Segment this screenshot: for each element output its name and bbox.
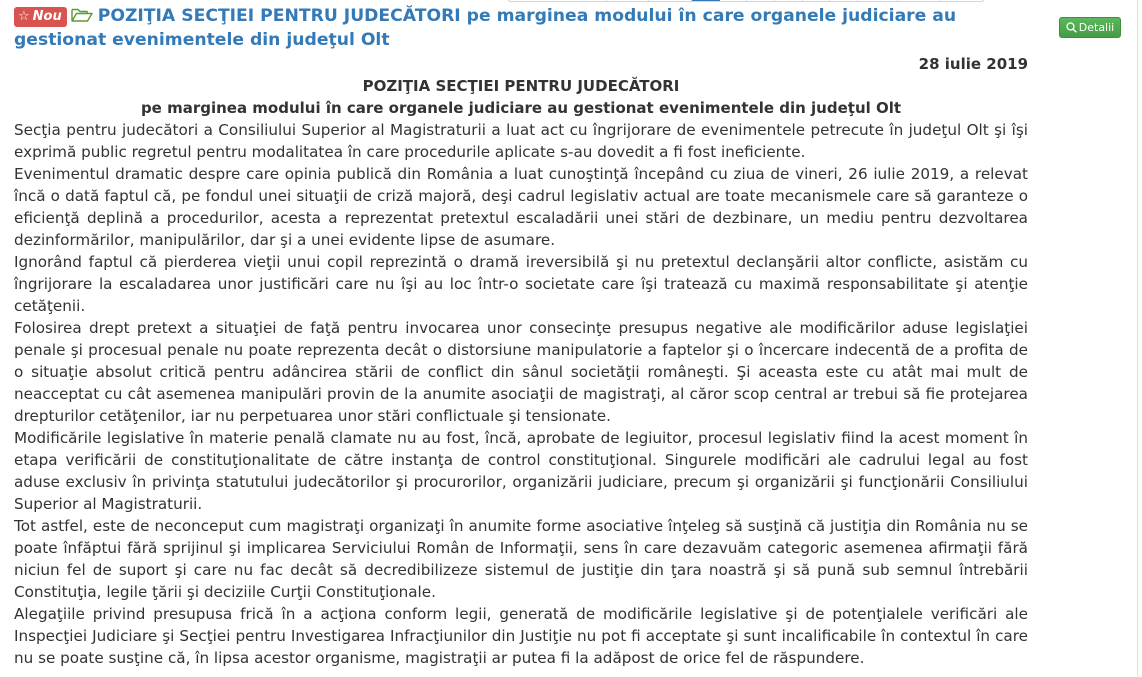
details-button-label: Detalii	[1078, 21, 1115, 34]
page-link[interactable]	[607, 0, 650, 1]
paragraph: Ignorând faptul că pierderea vieţii unui copil reprezintă o dramă ireversibilă şi nu pretextul declanşării altor conflicte, asistăm cu îngrijorare la escaladarea unor justificări care nu îşi au loc într-o societate care îşi tratează cu maximă responsabilitate şi atenţie cetăţenii.	[14, 253, 1028, 315]
page-link[interactable]	[508, 0, 607, 1]
paragraph: Tot astfel, este de neconceput cum magistraţi organizaţi în anumite forme asociative înţeleg să susţină că justiţia din România nu se poate înfăptui fără sprijinul şi implicarea Serviciului Român de Informaţii, sens în care dezavuăm categoric asemenea afirmaţii fără niciun fel de suport şi care nu fac decât să decredibilizeze sistemul de justiţie din ţara noastră şi să pună sub semnul întrebării Constituţia, legile ţării şi deciziile Curţii Constituţionale.	[14, 517, 1028, 601]
new-badge-label: Nou	[32, 9, 62, 24]
paragraph: Secţia pentru judecători a Consiliului Superior al Magistraturii a luat act cu îngrijorare de evenimentele petrecute în judeţul Olt şi îşi exprimă public regretul pentru modalitatea în care procedurile aplicate s-au dovedit a fi fost ineficiente.	[14, 121, 1028, 161]
page-link[interactable]	[649, 0, 692, 1]
search-icon	[1066, 20, 1077, 39]
paragraph: Modificările legislative în materie penală clamate nu au fost, încă, aprobate de legiuitor, procesul legislativ fiind la acest moment în etapa verificării de constituţionalitate de către instanţa de control constituţional. Singurele modificări ale cadrului legal au fost aduse exclusiv în privinţa statutului judecătorilor şi procurorilor, organizării judiciare, precum şi organizării şi funcţionării Consiliului Superior al Magistraturii.	[14, 429, 1028, 513]
article-title-block	[14, 4, 1004, 52]
page-link[interactable]	[747, 0, 775, 1]
page-link[interactable]	[720, 0, 747, 1]
article-title-link[interactable]: POZIŢIA SECŢIEI PENTRU JUDECĂTORI pe marginea modului în care organele judiciare au gestionat evenimentele din judeţul Olt	[14, 6, 957, 50]
new-badge	[14, 7, 67, 27]
sidebar-edge	[1137, 0, 1142, 677]
page-link[interactable]	[830, 0, 858, 1]
page-link[interactable]	[803, 0, 830, 1]
details-button[interactable]	[1059, 17, 1121, 38]
folder-open-icon	[71, 8, 93, 22]
page-link[interactable]	[941, 0, 984, 1]
paragraph: Alegaţiile privind presupusa frică în a acţiona conform legii, generată de modificările legislative şi de potenţialele verificări ale Inspecţiei Judiciare şi Secţiei pentru Investigarea Infracţiunilor din Justiţie nu pot fi acceptate şi sunt incalificabile în contextul în care nu se poate susţine că, în lipsa acestor organisme, magistraţii ar putea fi la adăpost de orice fel de răspundere.	[14, 605, 1028, 667]
page-link-active[interactable]	[692, 0, 720, 1]
page-link[interactable]	[858, 0, 899, 1]
document-heading: POZIŢIA SECŢIEI PENTRU JUDECĂTORI	[362, 77, 680, 95]
document-subheading: pe marginea modului în care organele judiciare au gestionat evenimentele din judeţul Olt	[140, 99, 902, 117]
page-link[interactable]	[898, 0, 941, 1]
document-date: 28 iulie 2019	[918, 55, 1028, 73]
pagination-strip	[507, 0, 985, 2]
document-body	[14, 119, 1028, 669]
page-link[interactable]	[775, 0, 803, 1]
paragraph: Folosirea drept pretext a situaţiei de faţă pentru invocarea unor consecinţe presupus negative ale modificărilor aduse legislaţiei penale şi procesual penale nu poate reprezenta decât o distorsiune manipulatorie a faptelor şi o încercare indecentă de a profita de o situaţie absolut critică pentru adâncirea stării de conflict din sânul societăţii româneşti. Şi aceasta este cu atât mai mult de neacceptat cu cât asemenea manipulări provin de la anumite asociaţii de magistraţi, al căror scop central ar trebui să fie protejarea drepturilor cetăţenilor, iar nu perpetuarea unor stări conflictuale şi tensionate.	[14, 319, 1028, 425]
paragraph: Evenimentul dramatic despre care opinia publică din România a luat cunoştinţă începând cu ziua de vineri, 26 iulie 2019, a relevat încă o dată faptul că, pe fondul unei situaţii de criză majoră, deşi cadrul legislativ actual are toate mecanismele care să garanteze o eficienţă deplină a procedurilor, acesta a reprezentat pretextul escaladării unei stări de dezbinare, un mediu pentru dezvoltarea dezinformărilor, manipulărilor, dar şi a unei evidente lipse de asumare.	[14, 165, 1028, 249]
star-outline-icon: ☆	[18, 9, 30, 24]
